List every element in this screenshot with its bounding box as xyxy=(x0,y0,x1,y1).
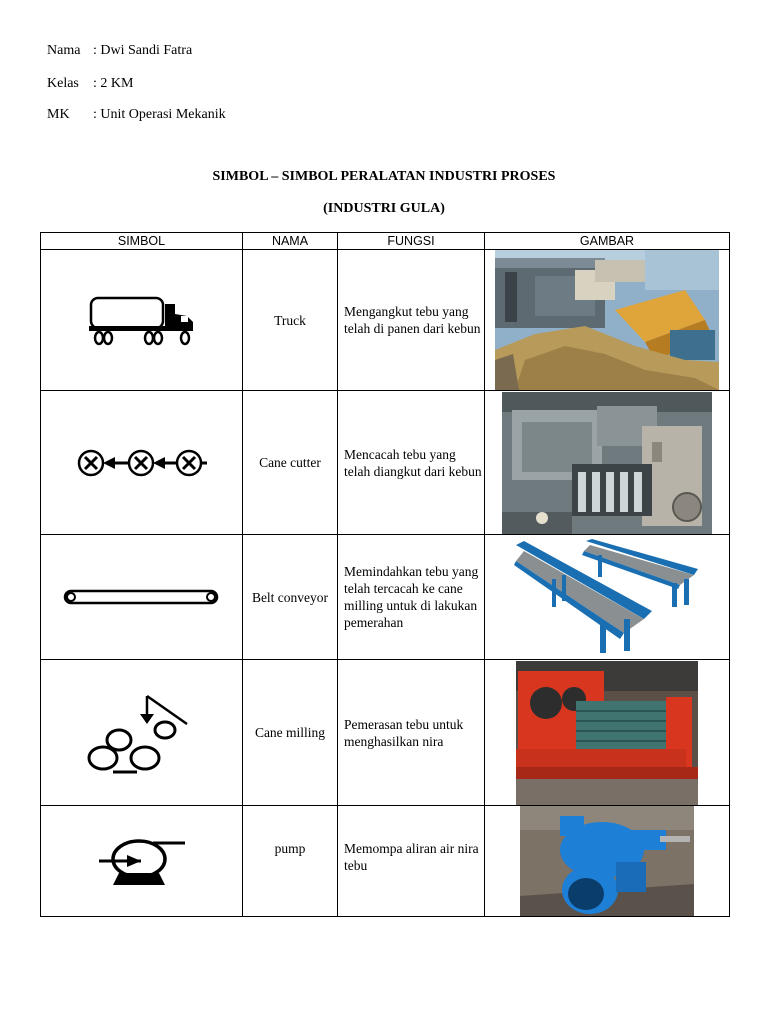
cane-milling-icon xyxy=(87,690,197,776)
table-row xyxy=(41,535,730,660)
fungsi-cell: Mencacah tebu yang telah diangkut dari kebun xyxy=(338,391,485,535)
cane-cutter-machine-photo xyxy=(502,392,712,534)
nama-value: : Dwi Sandi Fatra xyxy=(93,43,193,58)
fungsi-cell: Memompa aliran air nira tebu xyxy=(338,806,485,917)
table-row xyxy=(41,391,730,535)
table-row xyxy=(41,250,730,391)
nama-cell: Truck xyxy=(243,250,338,391)
belt-conveyor-icon xyxy=(62,587,222,607)
nama-cell: Cane cutter xyxy=(243,391,338,535)
pump-icon xyxy=(97,833,187,889)
equipment-table xyxy=(40,232,730,917)
table-row xyxy=(41,660,730,806)
header-fungsi: FUNGSI xyxy=(338,233,485,250)
mk-label: MK xyxy=(47,107,70,122)
nama-cell: Cane milling xyxy=(243,660,338,806)
document-title: SIMBOL – SIMBOL PERALATAN INDUSTRI PROSES xyxy=(212,169,556,184)
fungsi-cell: Memindahkan tebu yang telah tercacah ke cane milling untuk di lakukan pemerahan xyxy=(338,535,485,660)
nama-cell: Belt conveyor xyxy=(243,535,338,660)
gambar-cell xyxy=(485,660,730,806)
nama-label: Nama xyxy=(47,43,81,58)
document-subtitle: (INDUSTRI GULA) xyxy=(323,201,445,216)
header-gambar: GAMBAR xyxy=(485,233,730,250)
symbol-cell xyxy=(41,391,243,535)
kelas-value: : 2 KM xyxy=(93,76,134,91)
cane-mill-photo xyxy=(516,661,698,805)
symbol-cell xyxy=(41,250,243,391)
symbol-cell xyxy=(41,806,243,917)
mk-value: : Unit Operasi Mekanik xyxy=(93,107,226,122)
fungsi-cell: Mengangkut tebu yang telah di panen dari kebun xyxy=(338,250,485,391)
gambar-cell xyxy=(485,806,730,917)
gambar-cell xyxy=(485,250,730,391)
gambar-cell xyxy=(485,535,730,660)
symbol-cell xyxy=(41,535,243,660)
info-mk xyxy=(47,107,226,123)
header-nama: NAMA xyxy=(243,233,338,250)
cane-cutter-icon xyxy=(77,445,207,481)
table-header-row xyxy=(41,233,730,250)
info-nama xyxy=(47,43,192,59)
truck-icon xyxy=(87,292,197,348)
info-kelas xyxy=(47,76,133,92)
belt-conveyor-photo xyxy=(512,539,702,655)
kelas-label: Kelas xyxy=(47,76,79,91)
gambar-cell xyxy=(485,391,730,535)
nama-cell: pump xyxy=(243,806,338,917)
blue-pump-photo xyxy=(520,806,694,916)
fungsi-cell: Pemerasan tebu untuk menghasilkan nira xyxy=(338,660,485,806)
header-simbol: SIMBOL xyxy=(41,233,243,250)
symbol-cell xyxy=(41,660,243,806)
truck-unloading-cane-photo xyxy=(495,250,719,390)
table-row xyxy=(41,806,730,917)
